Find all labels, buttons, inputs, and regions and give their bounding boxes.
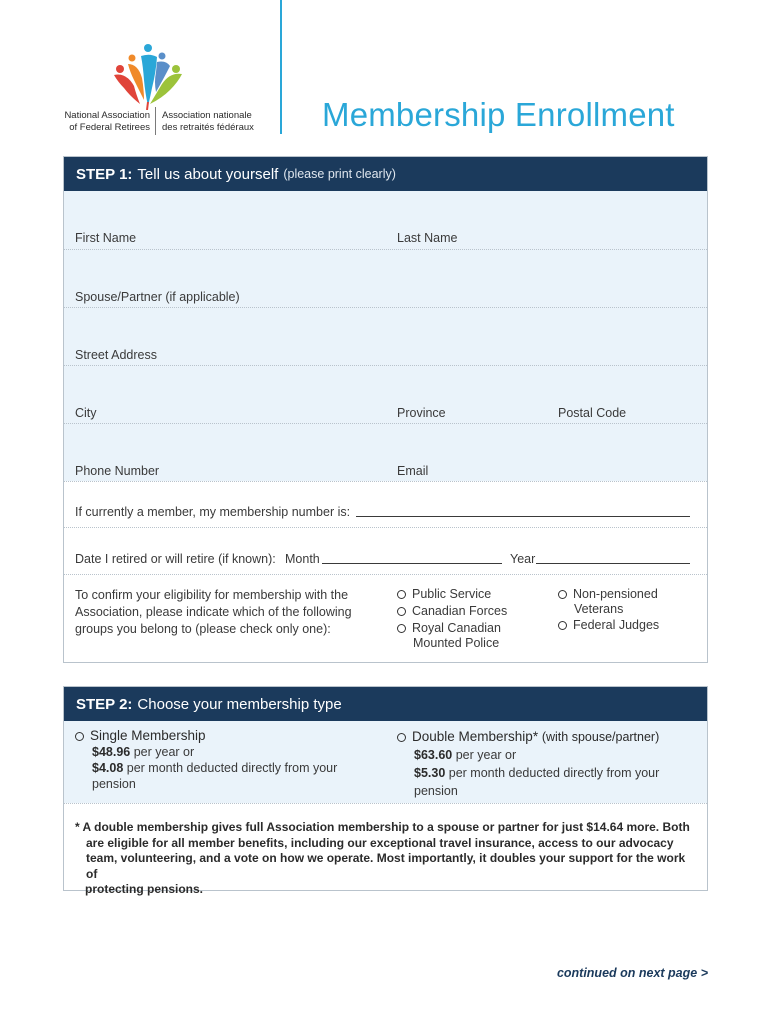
- page-title: Membership Enrollment: [322, 96, 675, 133]
- eligibility-instructions: To confirm your eligibility for membership with the Association, please indicate which of the following groups you belong to (please check only one):: [75, 588, 352, 636]
- member-number-label: If currently a member, my membership number is:: [75, 505, 351, 519]
- logo-name-french: Association nationale des retraités fédéraux: [162, 110, 254, 133]
- option-public-service[interactable]: Public Service: [397, 587, 491, 602]
- retire-year-label: Year: [510, 552, 536, 566]
- province-label: Province: [397, 406, 446, 420]
- continued-next-page-link[interactable]: continued on next page >: [556, 966, 708, 980]
- retire-month-field[interactable]: [322, 552, 502, 564]
- eligibility-row: [64, 574, 707, 662]
- step2-label: STEP 2:: [76, 695, 133, 713]
- checkbox-circle-icon: [558, 621, 567, 630]
- step2-header: [64, 687, 707, 721]
- spouse-row[interactable]: [64, 249, 707, 307]
- city-label: City: [75, 406, 97, 420]
- checkbox-circle-icon: [397, 590, 406, 599]
- street-address-label: Street Address: [75, 348, 157, 362]
- checkbox-circle-icon: [558, 590, 567, 599]
- retire-month-label: Month: [285, 552, 320, 566]
- step1-section: [63, 156, 708, 663]
- association-logo: [58, 42, 268, 136]
- option-non-pensioned-veterans[interactable]: Non-pensioned Veterans: [558, 587, 658, 617]
- logo-divider: [155, 107, 156, 135]
- step2-heading: Choose your membership type: [137, 695, 342, 713]
- phone-email-row[interactable]: [64, 423, 707, 481]
- email-label: Email: [397, 464, 429, 478]
- retire-date-label: Date I retired or will retire (if known):: [75, 552, 276, 566]
- checkbox-circle-icon: [397, 607, 406, 616]
- single-membership-option[interactable]: Single Membership $48.96 per year or $4.08 per month deducted directly from your pension: [75, 728, 337, 792]
- option-rcmp[interactable]: Royal Canadian Mounted Police: [397, 621, 501, 651]
- name-row[interactable]: [64, 191, 707, 249]
- maple-leaf-people-logo-icon: [110, 42, 190, 110]
- checkbox-circle-icon: [75, 732, 84, 741]
- spouse-label: Spouse/Partner (if applicable): [75, 290, 240, 304]
- city-province-postal-row[interactable]: [64, 365, 707, 423]
- postal-code-label: Postal Code: [558, 406, 627, 420]
- checkbox-circle-icon: [397, 733, 406, 742]
- checkbox-circle-icon: [397, 624, 406, 633]
- retire-year-field[interactable]: [536, 552, 690, 564]
- step1-label: STEP 1:: [76, 165, 133, 183]
- phone-label: Phone Number: [75, 464, 160, 478]
- double-membership-option[interactable]: Double Membership* (with spouse/partner) $63.60 per year or $5.30 per month deducted directly from your pension: [397, 729, 659, 799]
- step1-heading: Tell us about yourself: [137, 165, 279, 183]
- first-name-label: First Name: [75, 231, 137, 245]
- member-number-field[interactable]: [356, 505, 690, 517]
- street-address-row[interactable]: [64, 307, 707, 365]
- step2-section: [63, 686, 708, 896]
- logo-name-english: National Association of Federal Retirees: [64, 110, 150, 133]
- double-membership-title: Double Membership: [412, 729, 533, 744]
- header-divider-rule: [280, 0, 282, 134]
- member-number-row: [64, 481, 707, 527]
- step1-header: [64, 157, 707, 191]
- double-membership-note: * A double membership gives full Association membership to a spouse or partner for just $14.64 more. Both are eligible for all member benefits, including our exceptional travel insurance, access to our advocacy team, volunteering, and a vote on how we operate. Most importantly, it doubles your support for the work of protecting pensions.: [64, 803, 707, 890]
- option-canadian-forces[interactable]: Canadian Forces: [397, 604, 507, 619]
- last-name-label: Last Name: [397, 231, 458, 245]
- membership-options-row: [64, 721, 707, 803]
- single-membership-title: Single Membership: [90, 728, 206, 743]
- step1-hint: (please print clearly): [283, 167, 396, 181]
- retire-date-row: [64, 527, 707, 574]
- option-federal-judges[interactable]: Federal Judges: [558, 618, 659, 633]
